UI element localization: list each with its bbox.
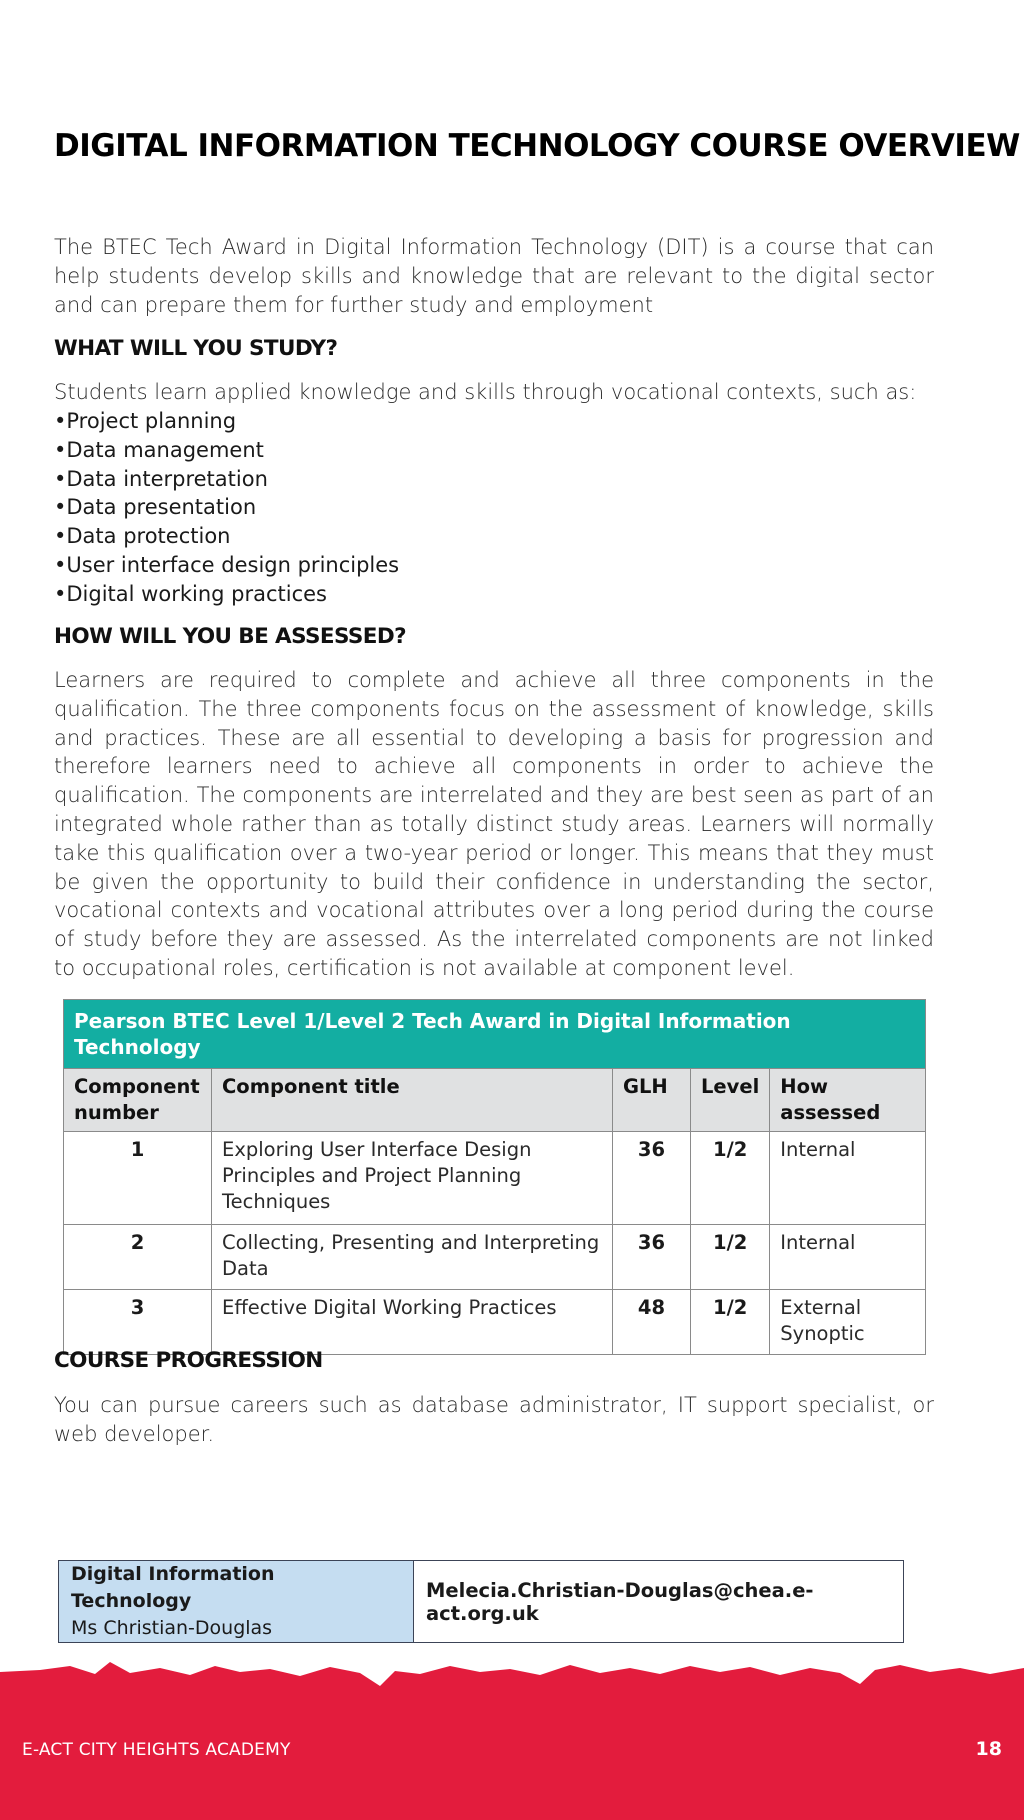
component-glh: 36 xyxy=(613,1225,691,1290)
footer-band xyxy=(0,1656,1024,1820)
progression-paragraph: You can pursue careers such as database administrator, IT support specialist, or web developer. xyxy=(54,1393,934,1446)
list-item: • Data protection xyxy=(54,522,399,551)
study-heading: WHAT WILL YOU STUDY? xyxy=(54,336,338,361)
contact-row xyxy=(59,1561,904,1643)
column-header: GLH xyxy=(613,1069,691,1132)
table-row xyxy=(64,1290,926,1355)
list-item: • User interface design principles xyxy=(54,551,399,580)
progression-heading: COURSE PROGRESSION xyxy=(54,1348,323,1373)
component-title: Collecting, Presenting and Interpreting Data xyxy=(212,1225,613,1290)
component-title: Exploring User Interface Design Principles and Project Planning Techniques xyxy=(212,1132,613,1225)
component-glh: 36 xyxy=(613,1132,691,1225)
component-number: 2 xyxy=(64,1225,212,1290)
component-glh: 48 xyxy=(613,1290,691,1355)
list-item: • Data presentation xyxy=(54,493,399,522)
contact-box xyxy=(58,1560,904,1643)
component-assessment: Internal xyxy=(770,1225,926,1290)
component-assessment: External Synoptic xyxy=(770,1290,926,1355)
column-header: Component number xyxy=(64,1069,212,1132)
contact-teacher: Ms Christian-Douglas xyxy=(71,1617,273,1639)
component-level: 1/2 xyxy=(691,1290,770,1355)
intro-paragraph: The BTEC Tech Award in Digital Information Technology (DIT) is a course that can help students develop skills and knowledge that are relevant to the digital sector and can prepare them for further study and employment xyxy=(54,235,934,317)
table-caption-row xyxy=(64,1000,926,1069)
list-item: • Data management xyxy=(54,436,399,465)
component-level: 1/2 xyxy=(691,1225,770,1290)
list-item: • Data interpretation xyxy=(54,465,399,494)
component-assessment: Internal xyxy=(770,1132,926,1225)
table-row xyxy=(64,1225,926,1290)
column-header: Component title xyxy=(212,1069,613,1132)
component-title: Effective Digital Working Practices xyxy=(212,1290,613,1355)
list-item: • Digital working practices xyxy=(54,580,399,609)
footer-school-name: E-ACT CITY HEIGHTS ACADEMY xyxy=(22,1740,291,1760)
page-title: DIGITAL INFORMATION TECHNOLOGY COURSE OVERVIEW xyxy=(54,128,1020,164)
contact-subject: Digital Information Technology xyxy=(71,1563,275,1612)
component-number: 3 xyxy=(64,1290,212,1355)
assessment-paragraph: Learners are required to complete and achieve all three components in the qualification. The three components focus on the assessment of knowledge, skills and practices. These are all essential to developing a basis for progression and therefore learners need to achieve all components in order to achieve the qualification. The components are interrelated and they are best seen as part of an integrated whole rather than as totally distinct study areas. Learners will normally take this qualification over a two-year period or longer. This means that they must be given the opportunity to build their confidence in understanding the sector, vocational contexts and vocational attributes over a long period during the course of study before they are assessed. As the interrelated components are not linked to occupational roles, certification is not available at component level. xyxy=(54,668,934,980)
contact-subject-cell xyxy=(59,1561,414,1643)
column-header: Level xyxy=(691,1069,770,1132)
course-components-table xyxy=(63,999,926,1355)
table-caption: Pearson BTEC Level 1/Level 2 Tech Award in Digital Information Technology xyxy=(64,1000,926,1069)
list-item: • Project planning xyxy=(54,407,399,436)
study-list xyxy=(54,407,399,609)
study-lead: Students learn applied knowledge and skills through vocational contexts, such as: xyxy=(54,380,917,404)
assessment-heading: HOW WILL YOU BE ASSESSED? xyxy=(54,624,406,649)
table-row xyxy=(64,1132,926,1225)
page-number: 18 xyxy=(975,1738,1002,1760)
component-number: 1 xyxy=(64,1132,212,1225)
table-header-row xyxy=(64,1069,926,1132)
column-header: How assessed xyxy=(770,1069,926,1132)
component-level: 1/2 xyxy=(691,1132,770,1225)
contact-email[interactable]: Melecia.Christian-Douglas@chea.e-act.org.uk xyxy=(414,1561,904,1643)
